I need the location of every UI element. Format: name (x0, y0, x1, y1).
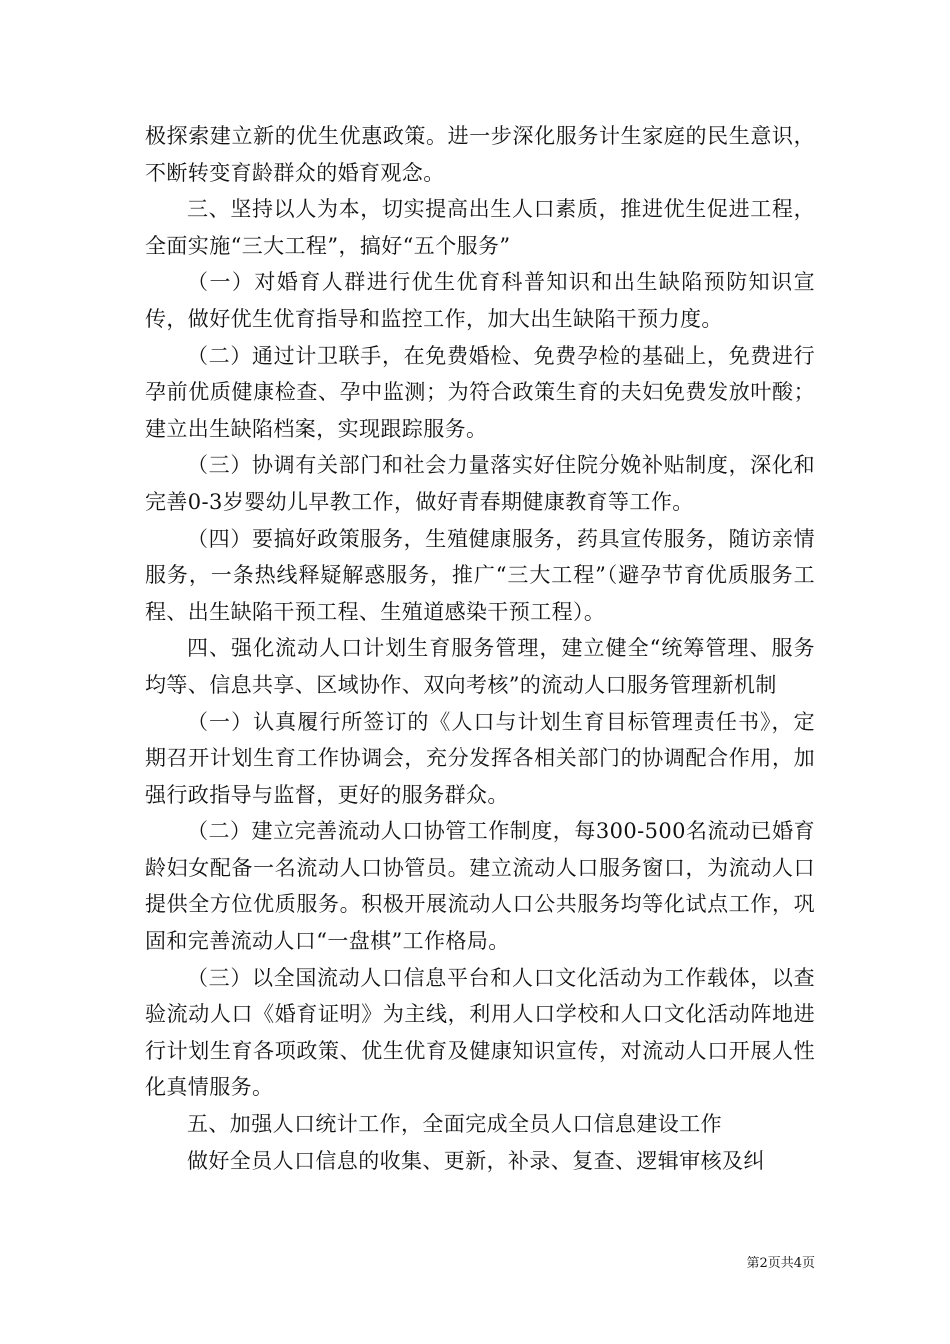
paragraph: 极探索建立新的优生优惠政策。进一步深化服务计生家庭的民生意识，不断转变育龄群众的婚育观念。 (145, 124, 815, 185)
paragraph: （三）以全国流动人口信息平台和人口文化活动为工作载体，以查验流动人口《婚育证明》为主线，利用人口学校和人口文化活动阵地进行计划生育各项政策、优生优育及健康知识宣传，对流动人口开展人性化真情服务。 (145, 965, 815, 1100)
paragraph: （一）认真履行所签订的《人口与计划生育目标管理责任书》，定期召开计划生育工作协调会，充分发挥各相关部门的协调配合作用，加强行政指导与监督，更好的服务群众。 (145, 709, 815, 807)
paragraph: （二）建立完善流动人口协管工作制度，每300-500名流动已婚育龄妇女配备一名流动人口协管员。建立流动人口服务窗口，为流动人口提供全方位优质服务。积极开展流动人口公共服务均等化试点工作，巩固和完善流动人口“一盘棋”工作格局。 (145, 819, 815, 954)
paragraph: （一）对婚育人群进行优生优育科普知识和出生缺陷预防知识宣传，做好优生优育指导和监控工作，加大出生缺陷干预力度。 (145, 270, 815, 331)
section-heading: 五、加强人口统计工作，全面完成全员人口信息建设工作 (187, 1112, 722, 1137)
paragraph: （三）协调有关部门和社会力量落实好住院分娩补贴制度，深化和完善0-3岁婴幼儿早教工作，做好青春期健康教育等工作。 (145, 453, 815, 514)
section-heading: 三、坚持以人为本，切实提高出生人口素质，推进优生促进工程，全面实施“三大工程”，搞好“五个服务” (145, 197, 815, 258)
page-number-footer: 第2页共4页 (746, 1256, 815, 1271)
paragraph: 做好全员人口信息的收集、更新，补录、复查、逻辑审核及纠 (187, 1148, 765, 1173)
document-body (145, 118, 815, 1179)
paragraph: （四）要搞好政策服务，生殖健康服务，药具宣传服务，随访亲情服务，一条热线释疑解惑服务，推广“三大工程”（避孕节育优质服务工程、出生缺陷干预工程、生殖道感染干预工程）。 (145, 526, 815, 624)
section-heading: 四、强化流动人口计划生育服务管理，建立健全“统筹管理、服务均等、信息共享、区域协作、双向考核”的流动人口服务管理新机制 (145, 636, 815, 697)
paragraph: （二）通过计卫联手，在免费婚检、免费孕检的基础上，免费进行孕前优质健康检查、孕中监测；为符合政策生育的夫妇免费发放叶酸；建立出生缺陷档案，实现跟踪服务。 (145, 343, 815, 441)
